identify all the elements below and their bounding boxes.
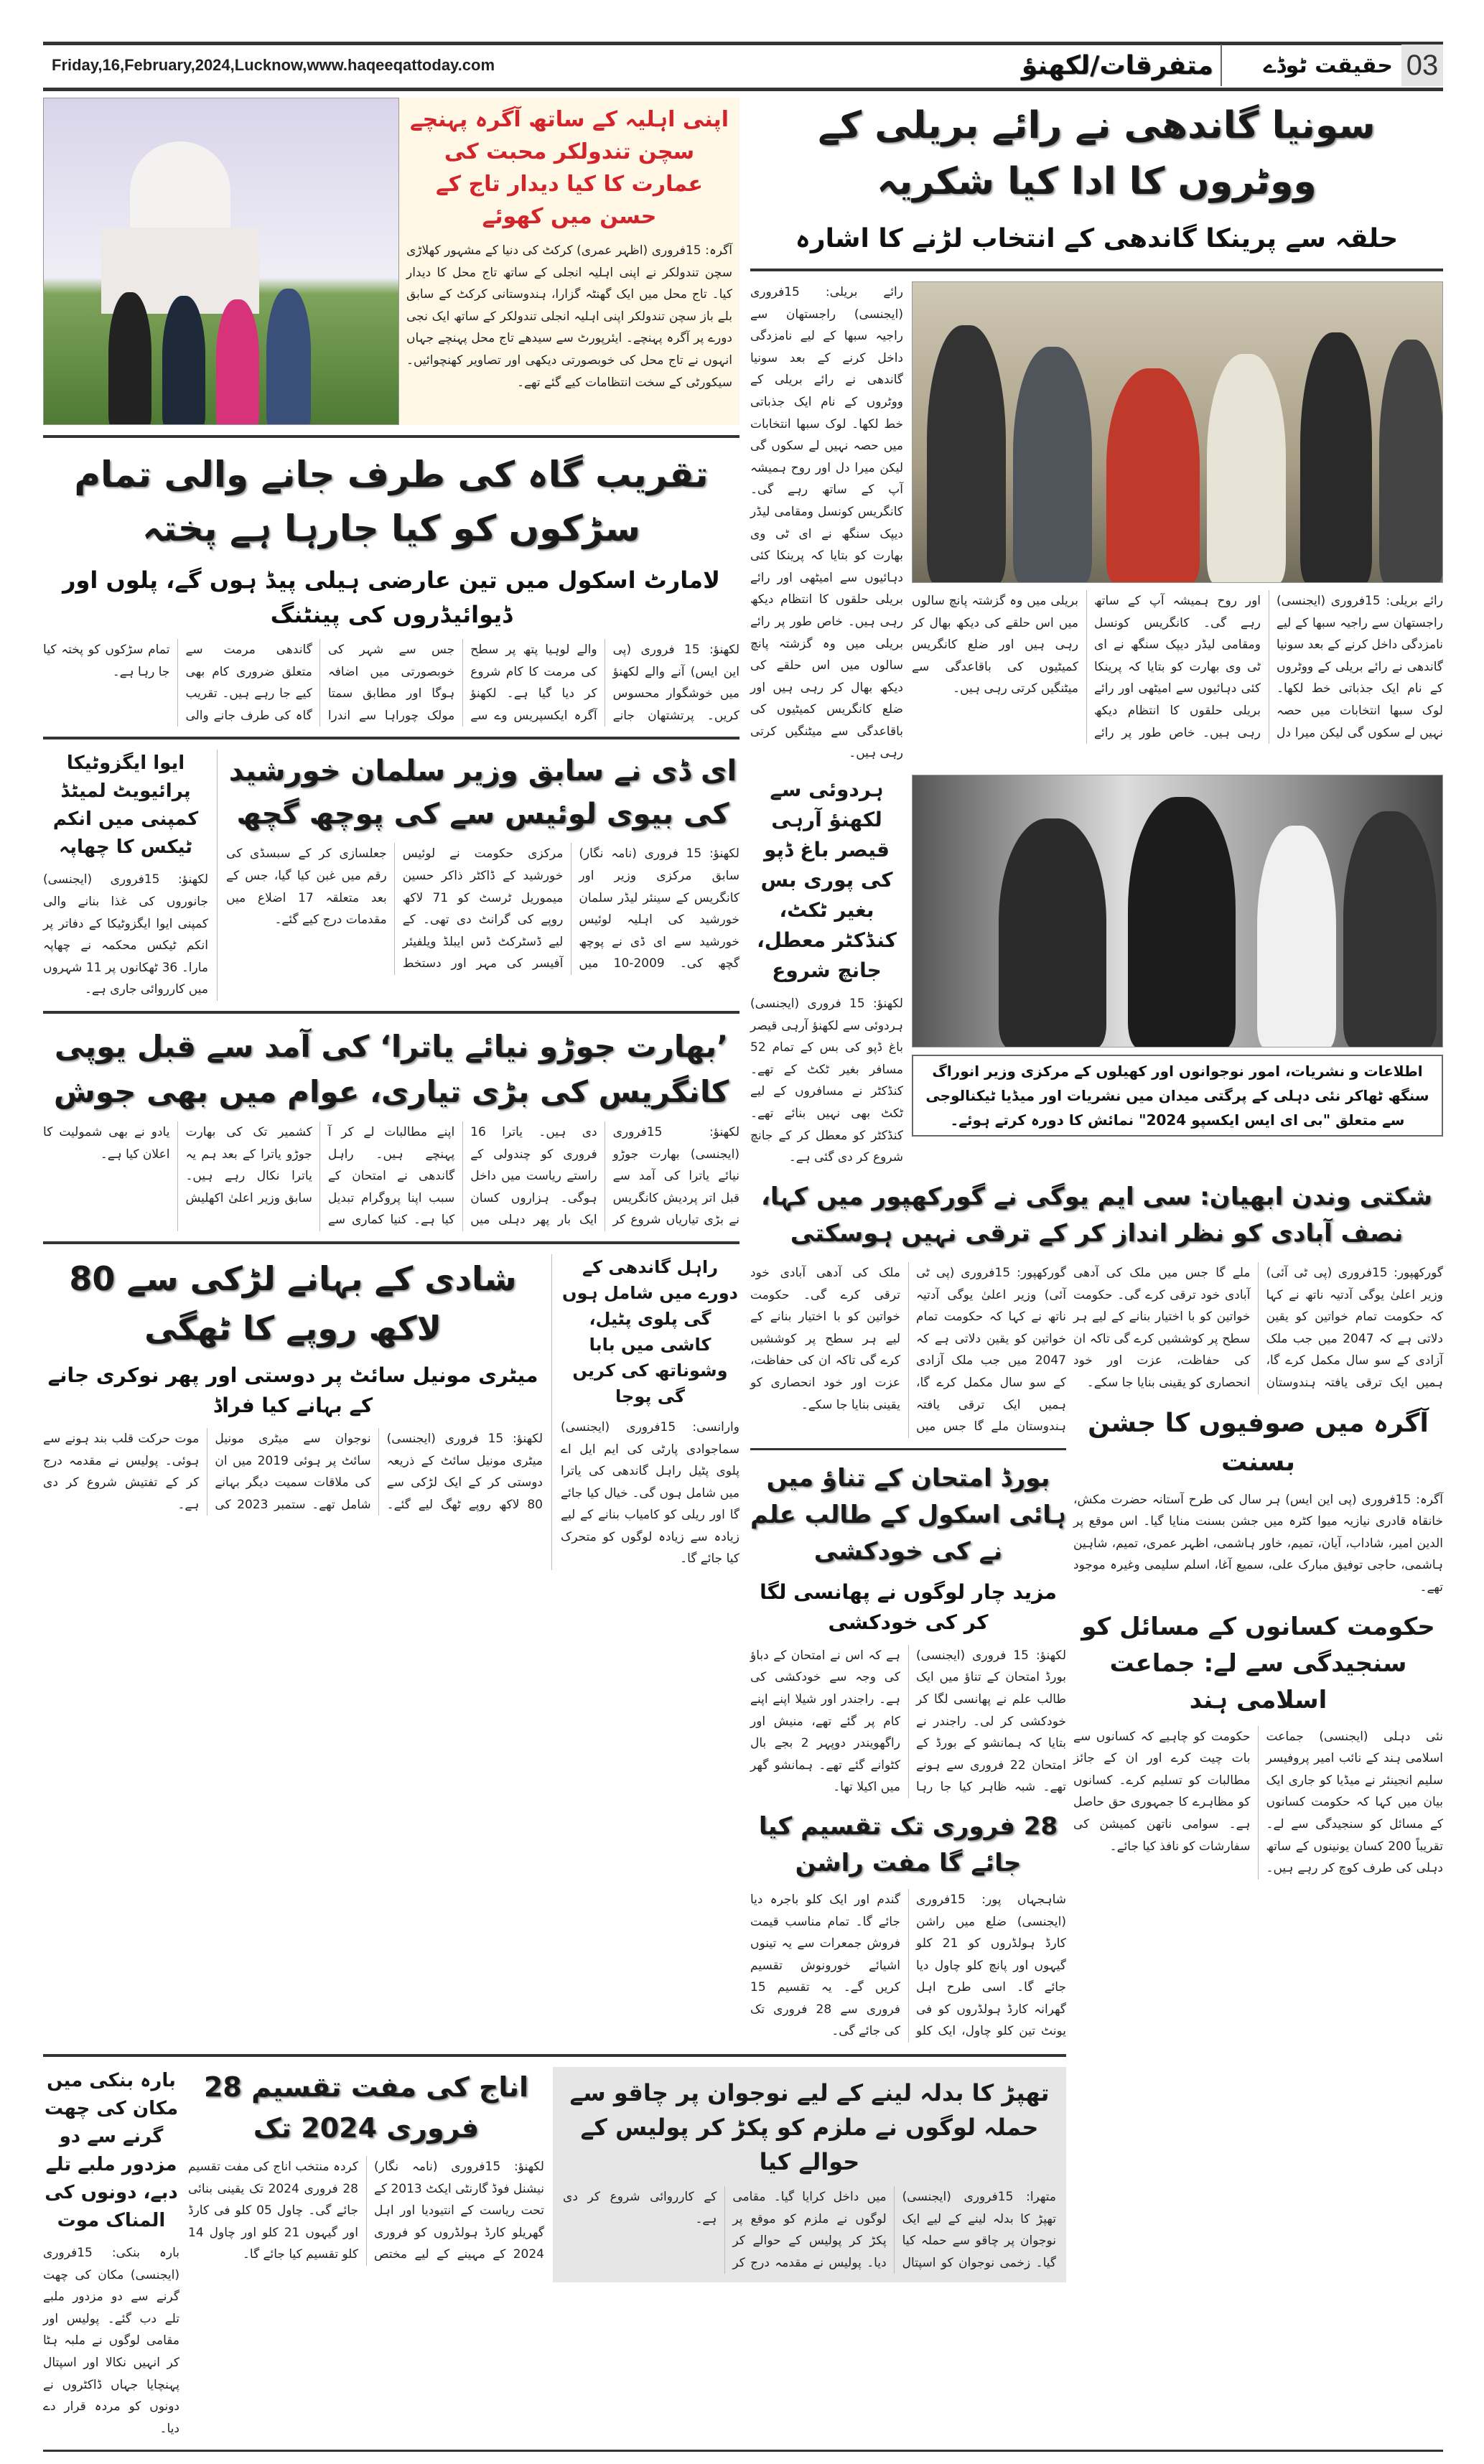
shadi-story [43, 1254, 543, 1516]
bharat-jodo-story [43, 1024, 739, 1231]
sonia-subheadline: حلقہ سے پرینکا گاندھی کے انتخاب لڑنے کا اشارہ [795, 224, 1399, 253]
board-exam-headline: بورڈ امتحان کے تناؤ میں ہائی اسکول کے طالب علم نے کی خودکشی [750, 1463, 1066, 1566]
sonia-headline: سونیا گاندھی نے رائے بریلی کے ووٹروں کا ادا کیا شکریہ [818, 104, 1376, 203]
person [1128, 797, 1236, 1047]
rule [43, 435, 739, 438]
page-number: 03 [1401, 45, 1443, 86]
kisan-headline: حکومت کسانوں کے مسائل کو سنجیدگی سے لے: جماعت اسلامی ہند [1081, 1612, 1435, 1714]
roads-subheadline: لامارٹ اسکول میں تین عارضی ہیلی پیڈ ہوں گے، پلوں اور ڈیوائیڈروں کی پینٹنگ [62, 566, 720, 628]
shadi-body: لکھنؤ: 15 فروری (ایجنسی) میٹری مونیل سائٹ کے ذریعہ دوستی کر کے ایک لڑکی سے 80 لاکھ روپے ٹھگ لیے گئے۔ نوجوان سے میٹری مونیل سائٹ پر ہوئی 2019 میں ان کی ملاقات سمیت دیگر بہانے شامل تھے۔ ستمبر 2023 کی موت حرکت قلب بند ہونے سے ہوئی۔ پولیس نے مقدمہ درج کر کے تفتیش شروع کر دی ہے۔ [43, 1431, 543, 1512]
person [1013, 347, 1092, 583]
ed-headline: ای ڈی نے سابق وزیر سلمان خورشید کی بیوی لوئیس سے کی پوچھ گچھ [228, 755, 737, 831]
rule [43, 2054, 1066, 2057]
rahul-story [561, 1254, 739, 1570]
rule [750, 269, 1443, 271]
kisan-body: نئی دہلی (ایجنسی) جماعت اسلامی ہند کے نائب امیر پروفیسر سلیم انجینئر نے میڈیا کو جاری ایک بیان میں کہا کہ حکومت کسانوں کے مسائل کو سنجیدگی سے لے۔ تقریباً 200 کسان یونینوں کے ساتھ دہلی کی طرف کوچ کر رہے ہیں۔ حکومت کو چاہیے کہ کسانوں سے بات چیت کرے اور ان کے جائز مطالبات کو تسلیم کرے۔ کسانوں کو مظاہرے کا جمہوری حق حاصل ہے۔ سوامی ناتھن کمیشن کی سفارشات کو نافذ کیا جائے۔ [1073, 1729, 1443, 1876]
taj-mahal-photo [43, 98, 399, 425]
person [162, 296, 205, 425]
ed-row [43, 750, 739, 1001]
right-column-top [750, 98, 1443, 1252]
shadi-row [43, 1254, 739, 1570]
page-bottom-rule [43, 2450, 1443, 2452]
header-bottom-rule [43, 88, 1443, 91]
rule [750, 1448, 1066, 1450]
sonia-row [750, 281, 1443, 765]
shadi-headline: شادی کے بہانے لڑکی سے 80 لاکھ روپے کا ٹھگی [69, 1259, 517, 1348]
bottom-row [43, 2067, 1066, 2440]
right-column [1073, 1262, 1443, 1880]
hardoi-body: لکھنؤ: 15 فروری (ایجنسی) ہردوئی سے لکھنؤ آرہی قیصر باغ ڈپو کی بس کے تمام 52 مسافر بغیر ٹکٹ کے تھے۔ کنڈکٹر نے مسافروں کے لیے ٹکٹ بھی نہیں بنائے تھے۔ کنڈکٹر کو معطل کر کے جانچ شروع کر دی گئی ہے۔ [750, 997, 903, 1165]
roads-body: لکھنؤ: 15 فروری (پی این ایس) آنے والے لکھنؤ میں خوشگوار محسوس کریں۔ پرتشتھان جانے والے لوہیا پتھ پر سطح کی مرمت کا کام شروع کر دیا گیا ہے۔ لکھنؤ آگرہ ایکسپریس وے سے جس سے شہر کی خوبصورتی میں اضافہ ہوگا اور مطابق سمتا مولک چوراہا سے اندرا گاندھی مرمت سے متعلق ضروری کام بھی کیے جا رہے ہیں۔ تقریب گاہ کی طرف جانے والی تمام سڑکوں کو پختہ کیا جا رہا ہے۔ [43, 643, 739, 723]
person [927, 325, 1006, 583]
person [1257, 826, 1336, 1047]
barabanki-headline: بارہ بنکی میں مکان کی چھت گرنے سے دو مزدور ملبے تلے دبے، دونوں کی المناک موت [44, 2070, 179, 2231]
photo-caption: اطلاعات و نشریات، امور نوجوانوں اور کھیلوں کے مرکزی وزیر انوراگ سنگھ ٹھاکر نئی دہلی کے پرگتی میدان میں نشریات اور میڈیا ٹیکنالوجی سے متعلق "بی ای ایس ایکسپو 2024" نمائش کا دورہ کرتے ہوئے۔ [912, 1055, 1443, 1137]
barabanki-body: بارہ بنکی: 15فروری (ایجنسی) مکان کی چھت گرنے سے دو مزدور ملبے تلے دب گئے۔ پولیس اور مقامی لوگوں نے ملبہ ہٹا کر انہیں نکالا اور اسپتال پہنچایا جہاں ڈاکٹروں نے دونوں کو مردہ قرار دے دیا۔ [43, 2246, 179, 2436]
bharat-jodo-body: لکھنؤ: 15فروری (ایجنسی) بھارت جوڑو نیائے یاترا کی آمد سے قبل اتر پردیش کانگریس نے بڑی تیاریاں شروع کر دی ہیں۔ یاترا 16 فروری کو چندولی کے راستے ریاست میں داخل ہوگی۔ ہزاروں کسان ایک بار پھر دہلی میں اپنے مطالبات لے کر آ پہنچے ہیں۔ راہل گاندھی نے امتحان کے سبب اپنا پروگرام تبدیل کیا ہے۔ کنیا کماری سے کشمیر تک کی بھارت جوڑو یاترا کے بعد ہم یہ یاترا نکال رہے ہیں۔ سابق وزیر اعلیٰ اکھلیش یادو نے بھی شمولیت کا اعلان کیا ہے۔ [43, 1124, 739, 1228]
person [1106, 368, 1200, 583]
rahul-body: وارانسی: 15فروری (ایجنسی) سماجوادی پارٹی کی ایم ایل اے پلوی پٹیل راہل گاندھی کی یاترا میں شامل ہوں گی۔ خیال کیا جائے گا اور ریلی کو کامیاب بنانے کے لیے زیادہ سے زیادہ لوگوں کو متحرک کیا جائے گا۔ [561, 1419, 739, 1567]
rahul-headline: راہل گاندھی کے دورے میں شامل ہوں گی پلوی پٹیل، کاشی میں بابا وشوناتھ کی کریں گی پوجا [562, 1256, 738, 1406]
barabanki-story [43, 2067, 179, 2440]
newspaper-logo: حقیقت ٹوڈے [1263, 53, 1393, 78]
anaj-headline: اناج کی مفت تقسیم 28 فروری 2024 تک [203, 2071, 528, 2144]
shadi-subheadline: میٹری مونیل سائٹ پر دوستی اور پھر نوکری جانے کے بہانے کیا فراڈ [47, 1363, 538, 1417]
bottom-band [43, 2054, 1066, 2440]
person [1207, 354, 1286, 583]
hardoi-row [750, 775, 1443, 1169]
ed-body: لکھنؤ: 15 فروری (نامہ نگار) سابق مرکزی وزیر اور کانگریس کے سینئر لیڈر سلمان خورشید کی اہلیہ لوئیس خورشید سے ای ڈی نے پوچھ گچھ کی۔ 2009-10 میں مرکزی حکومت نے لوئیس خورشید کے ڈاکٹر ذاکر حسین میموریل ٹرسٹ کو 71 لاکھ روپے کی گرانٹ دی تھی۔ کے لیے ڈسٹرکٹ ڈس ایبلڈ ویلفیئر آفیسر کی مہر اور دستخط جعلسازی کر کے سبسڈی کی رقم میں غبن کیا گیا، جس کے بعد متعلقہ 17 اضلاع میں مقدمات درج کیے گئے۔ [226, 846, 739, 971]
thappar-body: متھرا: 15فروری (ایجنسی) تھپڑ کا بدلہ لینے کے لیے ایک نوجوان پر چاقو سے حملہ کیا گیا۔ زخمی نوجوان کو اسپتال میں داخل کرایا گیا۔ مقامی لوگوں نے ملزم کو موقع پر پکڑ کر پولیس کے حوالے کر دیا۔ پولیس نے مقدمہ درج کر کے کارروائی شروع کر دی ہے۔ [563, 2190, 1057, 2270]
person [108, 292, 151, 425]
shakti-body: گورکھپور: 15فروری (پی ٹی آئی) وزیر اعلیٰ یوگی آدتیہ ناتھ نے کہا کہ حکومت تمام خواتین کو یقین دلاتی ہے کہ 2047 میں جب ملک آزادی کے سو سال مکمل کرے گا، ہمیں ایک ترقی یافتہ ہندوستان ملے گا جس میں ملک کی آدھی آبادی خود ترقی کرے گی۔ حکومت خواتین کو با اختیار بنانے کے لیے ہر سطح پر کوششیں کرے گی تاکہ ان کی حفاظت، عزت اور خود انحصاری کو یقینی بنایا جا سکے۔ [750, 1266, 1066, 1434]
person [1343, 811, 1437, 1047]
sonia-photo-column [912, 281, 1443, 744]
board-exam-body: لکھنؤ: 15 فروری (ایجنسی) بورڈ امتحان کے تناؤ میں ایک طالب علم نے پھانسی لگا کر خودکشی کر لی۔ راجندر نے بتایا کہ ہمانشو کے بورڈ کے امتحان 22 فروری سے ہونے تھے۔ شبہ ظاہر کیا جا رہا ہے کہ اس نے امتحان کے دباؤ کی وجہ سے خودکشی کی ہے۔ راجندر اور شیلا اپنے اپنے کام پر گئے تھے، منیش اور راگھویندر دوپہر 2 بجے بال کٹوانے گئے تھے۔ ہمانشو گھر میں اکیلا تھا۔ [750, 1648, 1066, 1795]
taj-story [399, 98, 739, 425]
ration-headline: 28 فروری تک تقسیم کیا جائے گا مفت راشن [758, 1811, 1058, 1877]
roads-headline: تقریب گاہ کی طرف جانے والی تمام سڑکوں کو کیا جارہا ہے پختہ [74, 454, 709, 549]
hardoi-headline: ہردوئی سے لکھنؤ آرہی قیصر باغ ڈپو کی پوری بس بغیر ٹکٹ، کنڈکٹر معطل، جانچ شروع [757, 778, 897, 983]
header-top-rule [43, 42, 1443, 45]
expo-photo-column [912, 775, 1443, 1137]
sufi-headline: آگرہ میں صوفیوں کا جشن بسنت [1088, 1408, 1429, 1477]
sonia-body: رائے بریلی: 15فروری (ایجنسی) راجستھان سے راجیہ سبھا کے لیے نامزدگی داخل کرنے کے بعد سونیا گاندھی نے رائے بریلی کے ووٹروں کے نام ایک جذباتی خط لکھا۔ لوک سبھا انتخابات میں حصہ نہیں لے سکوں گی لیکن میرا دل اور روح ہمیشہ آپ کے ساتھ رہے گی۔ کانگریس کونسل ومقامی لیڈر دیپک سنگھ نے ای ٹی وی بھارت کو بتایا کہ پرینکا کئی دہائیوں سے امیٹھی اور رائے بریلی حلقوں کا انتظام دیکھ رہی ہیں۔ خاص طور پر رائے بریلی میں وہ گزشتہ پانچ سالوں میں اس حلقے کی دیکھ بھال کر رہی ہیں اور ضلع کانگریس کمیٹیوں کی باقاعدگی سے میٹنگیں کرتی رہی ہیں۔ [750, 285, 903, 761]
person [1379, 340, 1443, 583]
rule [43, 1011, 739, 1014]
board-exam-subheadline: مزید چار لوگوں نے پھانسی لگا کر کی خودکشی [760, 1579, 1057, 1634]
divider [551, 1254, 552, 1570]
person [266, 289, 311, 425]
ed-story [226, 750, 739, 975]
sufi-story [1073, 1404, 1443, 1599]
shakti-body-continued: گورکھپور: 15فروری (پی ٹی آئی) وزیر اعلیٰ یوگی آدتیہ ناتھ نے کہا کہ حکومت تمام خواتین کو یقین دلاتی ہے کہ 2047 میں جب ملک آزادی کے سو سال مکمل کرے گا، ہمیں ایک ترقی یافتہ ہندوستان ملے گا جس میں ملک کی آدھی آبادی خود ترقی کرے گی۔ حکومت خواتین کو با اختیار بنانے کے لیے ہر سطح پر کوششیں کرے گی تاکہ ان کی حفاظت، عزت اور خود انحصاری کو یقینی بنایا جا سکے۔ [1073, 1266, 1443, 1390]
thappar-story [553, 2067, 1066, 2282]
evaguard-story [43, 750, 208, 1001]
taj-body: آگرہ: 15فروری (اظہر عمری) کرکٹ کی دنیا کے مشہور کھلاڑی سچن تندولکر نے اپنی اہلیہ انجلی کے ساتھ تاج محل کا دیدار کیا۔ تاج محل میں ایک گھنٹہ گزارا، ہندوستانی کرکٹ کے سابق بلے باز سچن تندولکر اپنی اہلیہ انجلی تندولکر کے ساتھ ایک نجی دورے پر آگرہ پہنچے۔ ایئرپورٹ سے سیدھے تاج محل پہنچے جہاں انہوں نے تاج محل کی خوبصورتی دیکھی اور تصاویر کھنچوائیں۔ سیکورٹی کے سخت انتظامات کیے گئے تھے۔ [406, 243, 732, 390]
person [216, 299, 259, 425]
hardoi-story [750, 775, 903, 1169]
bharat-jodo-headline: ’بھارت جوڑو نیائے یاترا‘ کی آمد سے قبل یوپی کانگریس کی بڑی تیاری، عوام میں بھی جوش [53, 1028, 729, 1109]
rule [43, 737, 739, 739]
dateline: Friday,16,February,2024,Lucknow,www.haqeeqattoday.com [52, 56, 495, 74]
sonia-gandhi-photo [912, 281, 1443, 583]
board-exam-story [750, 1460, 1066, 1798]
person [1300, 332, 1372, 583]
middle-column [750, 1262, 1066, 2043]
taj-headline: اپنی اہلیہ کے ساتھ آگرہ پہنچے سچن تندولکر محبت کی عمارت کا کیا دیدار تاج کے حسن میں کھوئے [409, 107, 729, 229]
thappar-headline: تھپڑ کا بدلہ لینے کے لیے نوجوان پر چاقو سے حملہ لوگوں نے ملزم کو پکڑ کر پولیس کے حوالے کیا [569, 2079, 1050, 2175]
sufi-body: آگرہ: 15فروری (پی این ایس) ہر سال کی طرح آستانہ حضرت مکش، خانقاہ قادری نیازیہ میوا کٹرہ میں جشن بسنت منایا گیا۔ اس موقع پر الدین امیر، شاداب، آیان، تمیم، خاور ہاشمی، اظہر عمری، تمیم، شاہین ہاشمی، حاجی توفیق مبارک علی، سمیع آغا، اسلم سلیمی وغیرہ موجود تھے۔ [1073, 1492, 1444, 1595]
ration-body: شاہجہاں پور: 15فروری (ایجنسی) ضلع میں راشن کارڈ ہولڈروں کو 21 کلو گیہوں اور پانچ کلو چاول دیا جائے گا۔ اسی طرح اہل گھرانہ کارڈ ہولڈروں کو فی یونٹ تین کلو چاول، ایک کلو گندم اور ایک کلو باجرہ دیا جائے گا۔ تمام مناسب قیمت فروش جمعرات سے یہ تینوں اشیائے خورونوش تقسیم کریں گے۔ یہ تقسیم 15 فروری سے 28 فروری تک کی جائے گی۔ [750, 1892, 1066, 2039]
rule [43, 1241, 739, 1244]
kisan-story [1073, 1609, 1443, 1880]
anaj-story [188, 2067, 544, 2266]
evaguard-headline: ایوا ایگزوٹیکا پرائیویٹ لمیٹڈ کمپنی میں انکم ٹیکس کا چھاپہ [52, 752, 199, 859]
taj-row [43, 98, 739, 425]
anurag-thakur-expo-photo [912, 775, 1443, 1047]
divider [1221, 45, 1222, 86]
ration-story [750, 1809, 1066, 2043]
left-column [43, 98, 739, 1570]
shakti-headline: شکتی وندن ابھیان: سی ایم یوگی نے گورکھپور میں کہا، نصف آبادی کو نظر انداز کر کے ترقی نہیں ہوسکتی [760, 1182, 1433, 1248]
divider [217, 750, 218, 1001]
sonia-body-continued: رائے بریلی: 15فروری (ایجنسی) راجستھان سے راجیہ سبھا کے لیے نامزدگی داخل کرنے کے بعد سونیا گاندھی نے رائے بریلی کے ووٹروں کے نام ایک جذباتی خط لکھا۔ لوک سبھا انتخابات میں حصہ نہیں لے سکوں گی لیکن میرا دل اور روح ہمیشہ آپ کے ساتھ رہے گی۔ کانگریس کونسل ومقامی لیڈر دیپک سنگھ نے ای ٹی وی بھارت کو بتایا کہ پرینکا کئی دہائیوں سے امیٹھی اور رائے بریلی حلقوں کا انتظام دیکھ رہی ہیں۔ خاص طور پر رائے بریلی میں وہ گزشتہ پانچ سالوں میں اس حلقے کی دیکھ بھال کر رہی ہیں اور ضلع کانگریس کمیٹیوں کی باقاعدگی سے میٹنگیں کرتی رہی ہیں۔ [912, 594, 1443, 740]
roads-story [43, 448, 739, 727]
evaguard-body: لکھنؤ: 15فروری (ایجنسی) جانوروں کی غذا بنانے والی کمپنی ایوا ایگزوٹیکا کے دفاتر پر انکم ٹیکس محکمہ نے چھاپہ مارا۔ 36 ٹھکانوں پر 11 شہروں میں کارروائی جاری ہے۔ [43, 872, 209, 997]
anaj-body: لکھنؤ: 15فروری (نامہ نگار) نیشنل فوڈ گارنٹی ایکٹ 2013 کے تحت ریاست کے انتیودیا اور اہل گھریلو کارڈ ہولڈروں کو فروری 2024 کے مہینے کے لیے مختص کردہ منتخب اناج کی مفت تقسیم 28 فروری 2024 تک یقینی بنائی جائے گی۔ چاول 05 کلو فی کارڈ اور گیہوں 21 کلو اور چاول 14 کلو تقسیم کیا جائے گا۔ [188, 2160, 544, 2262]
section-title: متفرقات/لکھنؤ [1021, 51, 1213, 80]
person [999, 818, 1106, 1047]
